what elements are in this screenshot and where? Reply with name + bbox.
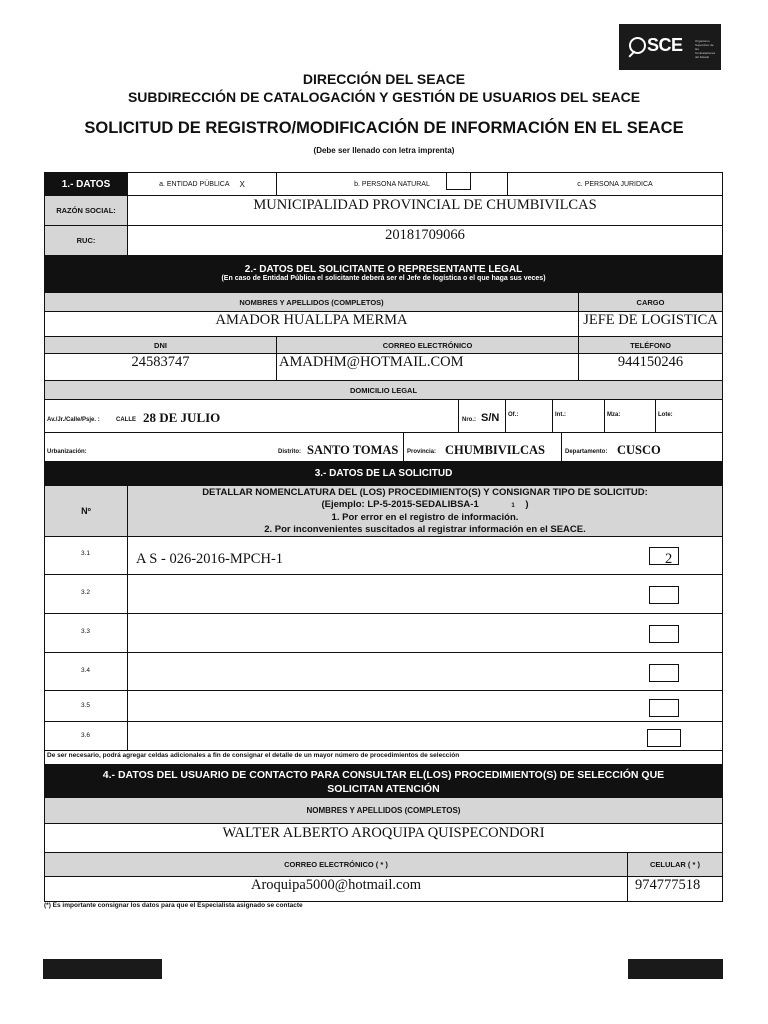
signature-bar-left — [43, 959, 162, 979]
urbanizacion-field[interactable] — [44, 432, 404, 462]
natural-checkbox[interactable] — [446, 172, 471, 190]
departamento-field[interactable] — [561, 432, 723, 462]
section1-heading: 1.- DATOS — [44, 172, 128, 196]
section4-heading-line2: SOLICITAN ATENCIÓN — [327, 783, 440, 795]
telefono-label: TELÉFONO — [578, 336, 723, 354]
direction-title: DIRECCIÓN DEL SEACE — [302, 71, 466, 87]
nombres-field[interactable]: AMADOR HUALLPA MERMA — [44, 311, 579, 337]
ruc-field[interactable]: 20181709066 — [127, 225, 723, 256]
correo-label: CORREO ELECTRÓNICO — [276, 336, 579, 354]
row-number: 3.5 — [81, 702, 91, 709]
row-number-cell — [44, 690, 128, 722]
int-field[interactable] — [552, 399, 605, 433]
provincia-label: Provincia: — [407, 449, 437, 455]
tipo-box[interactable] — [649, 699, 679, 717]
dni-label: DNI — [44, 336, 277, 354]
option-entidad-publica[interactable] — [127, 172, 277, 196]
razon-social-field[interactable]: MUNICIPALIDAD PROVINCIAL DE CHUMBIVILCAS — [127, 195, 723, 226]
magnifier-handle — [628, 50, 635, 57]
section2-heading: 2.- DATOS DEL SOLICITANTE O REPRESENTANTE LEGAL — [244, 264, 523, 275]
contact-celular-field[interactable]: 974777518 — [627, 876, 723, 902]
of-label: Of.: — [508, 412, 519, 418]
procedure-row[interactable] — [127, 721, 723, 751]
domicilio-label: DOMICILIO LEGAL — [44, 380, 723, 400]
procedure-row[interactable] — [127, 690, 723, 722]
logo-tagline: Organismo Supervisor de las Contrataciones del Estado — [695, 39, 716, 59]
departamento-value: CUSCO — [617, 443, 661, 457]
nro-field[interactable] — [458, 399, 506, 433]
provincia-field[interactable] — [403, 432, 562, 462]
section2-heading-block — [44, 255, 723, 293]
contact-correo-field[interactable]: Aroquipa5000@hotmail.com — [44, 876, 628, 902]
dni-field[interactable]: 24583747 — [44, 353, 277, 381]
row-number: 3.3 — [81, 628, 91, 635]
contact-celular-label: CELULAR ( * ) — [627, 852, 723, 877]
tipo-box[interactable] — [649, 586, 679, 604]
lote-field[interactable] — [655, 399, 723, 433]
int-label: Int.: — [555, 412, 566, 418]
section3-footnote: De ser necesario, podrá agregar celdas adicionales a fin de consignar el detalle de un mayor número de procedimientos de selección — [44, 750, 723, 765]
section4-heading-block — [44, 764, 723, 798]
row-number-cell — [44, 613, 128, 653]
ruc-label: RUC: — [44, 225, 128, 256]
subdirection-title: SUBDIRECCIÓN DE CATALOGACIÓN Y GESTIÓN DE USUARIOS DEL SEACE — [127, 89, 641, 105]
tipo-box[interactable] — [649, 547, 679, 565]
tipo-value: 2 — [665, 551, 673, 567]
tipo-box[interactable] — [647, 729, 681, 747]
av-prefix: CALLE — [116, 417, 136, 423]
form-title: SOLICITUD DE REGISTRO/MODIFICACIÓN DE INFORMACIÓN EN EL SEACE — [84, 119, 684, 137]
departamento-label: Departamento: — [565, 449, 608, 455]
procedure-row[interactable] — [127, 613, 723, 653]
contact-correo-label: CORREO ELECTRÓNICO ( * ) — [44, 852, 628, 877]
row-number-cell — [44, 574, 128, 614]
row-number: 3.4 — [81, 667, 91, 674]
instruction-line2 — [128, 499, 722, 512]
mza-label: Mza: — [607, 412, 621, 418]
razon-social-label: RAZÓN SOCIAL: — [44, 195, 128, 226]
nombres-label: NOMBRES Y APELLIDOS (COMPLETOS) — [44, 292, 579, 312]
osce-logo — [619, 24, 721, 70]
instruction-line4: 2. Por inconvenientes suscitados al registrar información en el SEACE. — [264, 524, 586, 535]
av-label: Av./Jr./Calle/Psje. : — [47, 417, 100, 423]
cargo-field[interactable]: JEFE DE LOGISTICA — [578, 311, 723, 337]
section4-footnote: (*) Es importante consignar los datos para que el Especialista asignado se contacte — [44, 902, 303, 909]
section4-heading-line1: 4.- DATOS DEL USUARIO DE CONTACTO PARA CONSULTAR EL(LOS) PROCEDIMIENTO(S) DE SELECCIÓN QUE — [102, 769, 665, 781]
lote-label: Lote: — [658, 412, 673, 418]
section3-heading: 3.- DATOS DE LA SOLICITUD — [44, 461, 723, 486]
contact-nombres-label: NOMBRES Y APELLIDOS (COMPLETOS) — [44, 797, 723, 824]
procedure-name: A S - 026-2016-MPCH-1 — [136, 551, 284, 567]
contact-nombres-field[interactable]: WALTER ALBERTO AROQUIPA QUISPECONDORI — [44, 823, 723, 853]
procedure-row[interactable] — [127, 574, 723, 614]
option-persona-natural[interactable] — [276, 172, 508, 196]
instruction-superscript: 1 — [511, 503, 515, 509]
av-value: 28 DE JULIO — [143, 410, 221, 425]
procedure-row[interactable] — [127, 536, 723, 575]
row-number-cell — [44, 721, 128, 751]
option-entidad-label: a. ENTIDAD PÚBLICA — [159, 180, 230, 188]
option-entidad-mark: X — [239, 179, 245, 189]
provincia-value: CHUMBIVILCAS — [445, 443, 546, 457]
row-number: 3.6 — [81, 732, 91, 739]
tipo-box[interactable] — [649, 664, 679, 682]
urbanizacion-label: Urbanización: — [47, 449, 87, 455]
row-number-cell — [44, 536, 128, 575]
form-instruction: (Debe ser llenado con letra imprenta) — [313, 146, 455, 155]
cargo-label: CARGO — [578, 292, 723, 312]
instruction-example: (Ejemplo: LP-5-2015-SEDALIBSA-1 — [321, 499, 479, 510]
tipo-box[interactable] — [649, 625, 679, 643]
of-field[interactable] — [505, 399, 553, 433]
distrito-value: SANTO TOMAS — [307, 443, 399, 457]
nro-value: S/N — [481, 412, 500, 424]
av-field[interactable] — [44, 399, 459, 433]
option-juridica-label: c. PERSONA JURIDICA — [577, 180, 653, 188]
option-persona-juridica[interactable] — [507, 172, 723, 196]
mza-field[interactable] — [604, 399, 656, 433]
instruction-close: ) — [525, 499, 529, 510]
option-natural-label: b. PERSONA NATURAL — [354, 180, 430, 188]
row-number-cell — [44, 652, 128, 691]
nro-label: Nro.: — [462, 417, 476, 423]
section2-subheading: (En caso de Entidad Pública el solicitante deberá ser el Jefe de logística o el que haga sus veces) — [221, 275, 546, 282]
distrito-label: Distrito: — [278, 449, 301, 455]
row-number: 3.1 — [81, 550, 91, 557]
signature-bar-right — [628, 959, 723, 979]
telefono-field[interactable]: 944150246 — [578, 353, 723, 381]
procedure-row[interactable] — [127, 652, 723, 691]
logo-text: SCE — [647, 35, 683, 55]
correo-field[interactable]: AMADHM@HOTMAIL.COM — [276, 353, 579, 381]
numero-label: Nº — [44, 485, 128, 537]
instruction-line1: DETALLAR NOMENCLATURA DEL (LOS) PROCEDIMIENTO(S) Y CONSIGNAR TIPO DE SOLICITUD: — [202, 487, 648, 498]
row-number: 3.2 — [81, 589, 91, 596]
instruction-line3: 1. Por error en el registro de información. — [331, 512, 519, 523]
instructions-block — [127, 485, 723, 537]
